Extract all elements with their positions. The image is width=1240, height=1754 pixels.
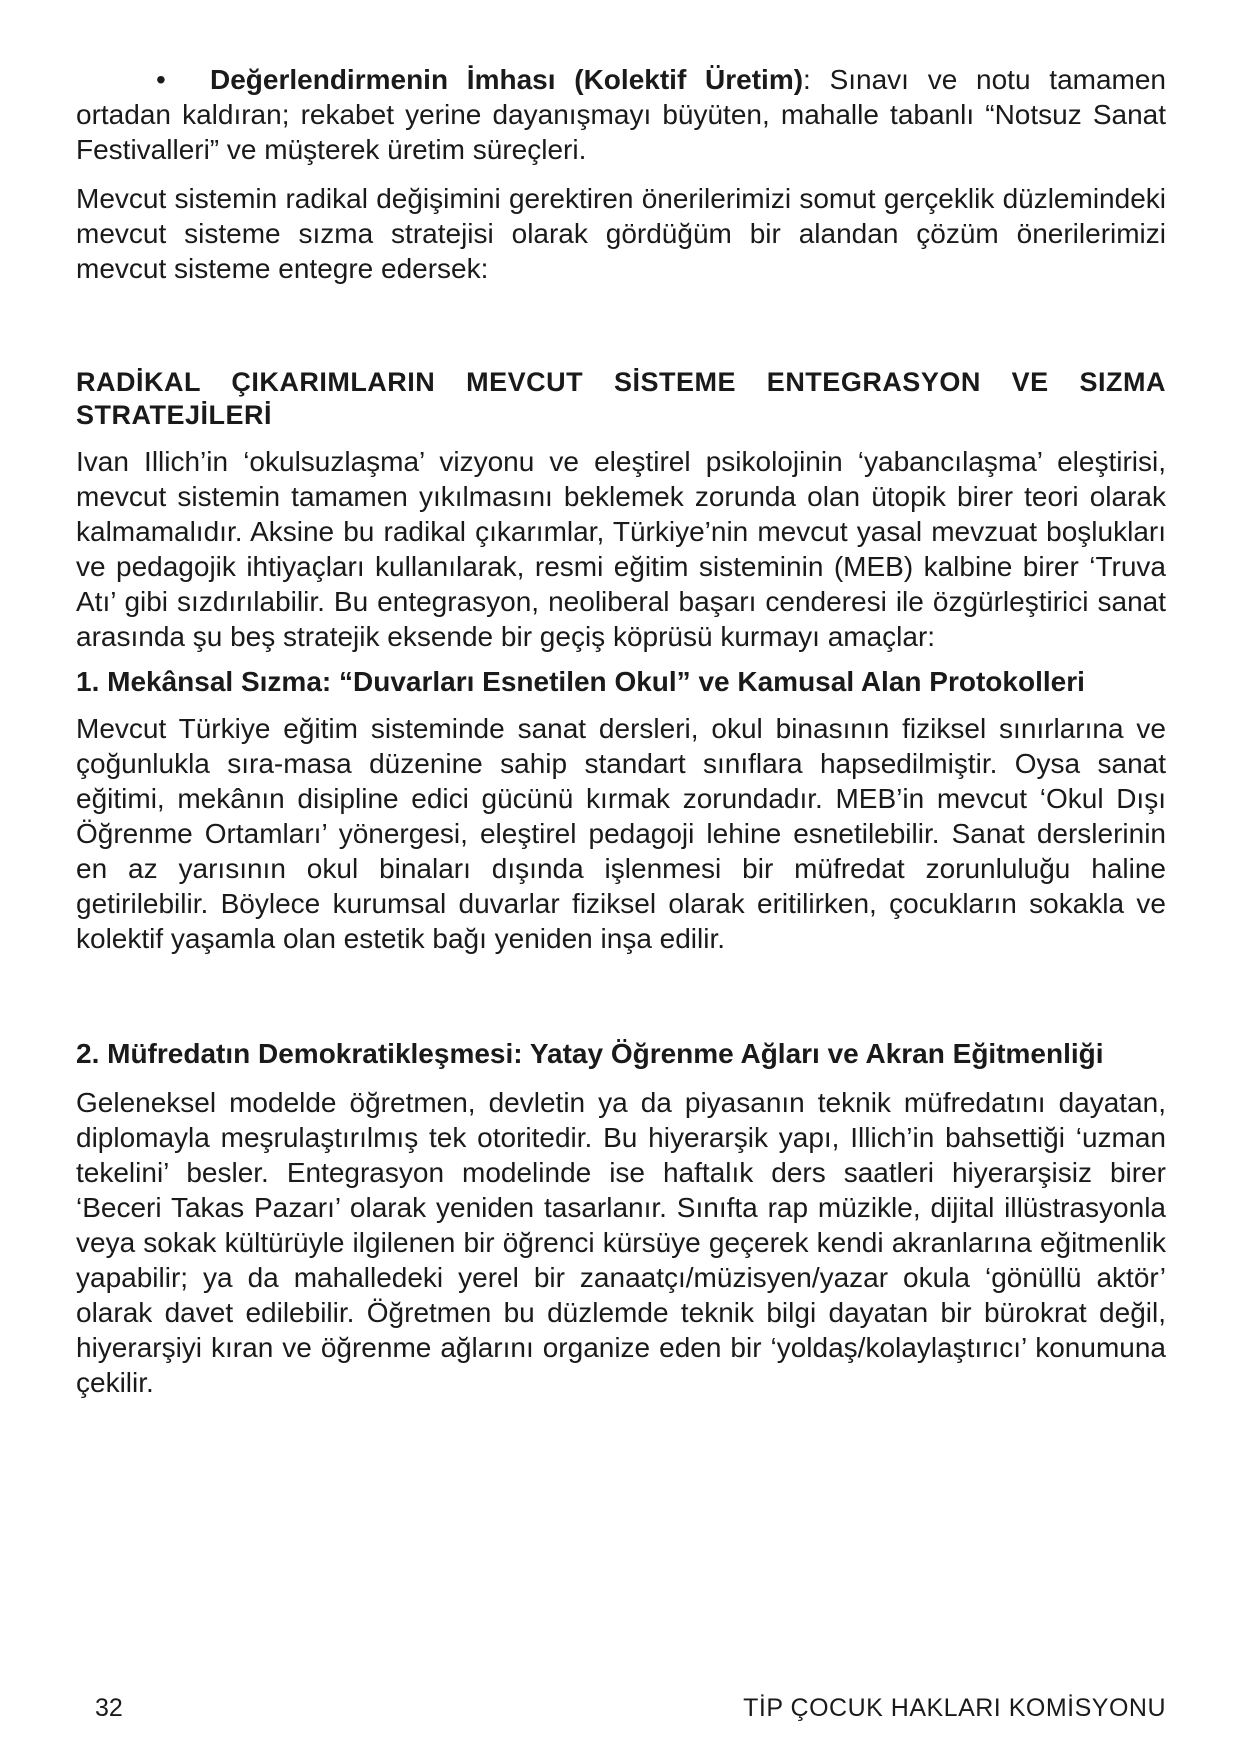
section-heading: RADİKAL ÇIKARIMLARIN MEVCUT SİSTEME ENTEGRASYON VE SIZMA STRATEJİLERİ [76, 367, 1166, 430]
intro-paragraph: Mevcut sistemin radikal değişimini gerektiren önerilerimizi somut gerçeklik düzlemindeki mevcut sisteme sızma stratejisi olarak gördüğüm bir alandan çözüm önerilerimizi mevcut sisteme entegre edersek: [76, 183, 1166, 284]
subsection1-paragraph: Mevcut Türkiye eğitim sisteminde sanat dersleri, okul binasının fiziksel sınırlarına ve çoğunlukla sıra-masa düzenine sahip standart sınıflara hapsedilmiştir. Oysa sanat eğitimi, mekânın disipline edici gücünü kırmak zorundadır. MEB’in mevcut ‘Okul Dışı Öğrenme Ortamları’ yönergesi, eleştirel pedagoji lehine esnetilebilir. Sanat derslerinin en az yarısının okul binaları dışında işlenmesi bir müfredat zorunluluğu haline getirilebilir. Böylece kurumsal duvarlar fiziksel olarak eritilirken, çocukların sokakla ve kolektif yaşamla olan estetik bağı yeniden inşa edilir. [76, 713, 1166, 954]
subsection1-heading: 1. Mekânsal Sızma: “Duvarları Esnetilen Okul” ve Kamusal Alan Protokolleri [76, 666, 1085, 697]
subsection2-paragraph: Geleneksel modelde öğretmen, devletin ya da piyasanın teknik müfredatını dayatan, diplomayla meşrulaştırılmış tek otoritedir. Bu hiyerarşik yapı, Illich’in bahsettiği ‘uzman tekelini’ besler. Entegrasyon modelinde ise haftalık ders saatleri hiyerarşisiz birer ‘Beceri Takas Pazarı’ olarak yeniden tasarlanır. Sınıfta rap müzikle, dijital illüstrasyonla veya sokak kültürüyle ilgilenen bir öğrenci kürsüye geçerek kendi akranlarına eğitmenlik yapabilir; ya da mahalledeki yerel bir zanaatçı/müzisyen/yazar okula ‘gönüllü aktör’ olarak davet edilebilir. Öğretmen bu düzlemde teknik bilgi dayatan bir bürokrat değil, hiyerarşiyi kıran ve öğrenme ağlarını organize eden bir ‘yoldaş/kolaylaştırıcı’ konumuna çekilir. [76, 1087, 1166, 1398]
publisher-name: TİP ÇOCUK HAKLARI KOMİSYONU [743, 1694, 1166, 1722]
section-paragraph: Ivan Illich’in ‘okulsuzlaşma’ vizyonu ve eleştirel psikolojinin ‘yabancılaşma’ eleştirisi, mevcut sistemin tamamen yıkılmasını beklemek zorunda olan ütopik birer teori olarak kalmamalıdır. Aksine bu radikal çıkarımlar, Türkiye’nin mevcut yasal mevzuat boşlukları ve pedagojik ihtiyaçları kullanılarak, resmi eğitim sisteminin (MEB) kalbine birer ‘Truva Atı’ gibi sızdırılabilir. Bu entegrasyon, neoliberal başarı cenderesi ile özgürleştirici sanat arasında şu beş stratejik eksende bir geçiş köprüsü kurmayı amaçlar: [76, 446, 1166, 652]
bullet-bold-text: Değerlendirmenin İmhası (Kolektif Üretim) [210, 64, 804, 95]
page-number: 32 [95, 1694, 123, 1722]
bullet-text: : Sınavı ve notu tamamen ortadan kaldıran; rekabet yerine dayanışmayı büyüten, mahalle tabanlı “Notsuz Sanat Festivalleri” ve müşterek üretim süreçleri. [76, 64, 1167, 165]
page-footer [95, 1693, 1166, 1723]
document-page [76, 62, 1166, 1400]
subsection2-heading: 2. Müfredatın Demokratikleşmesi: Yatay Öğrenme Ağları ve Akran Eğitmenliği [76, 1038, 1104, 1069]
bullet-marker: • [156, 64, 166, 95]
bullet-paragraph [76, 62, 1166, 167]
